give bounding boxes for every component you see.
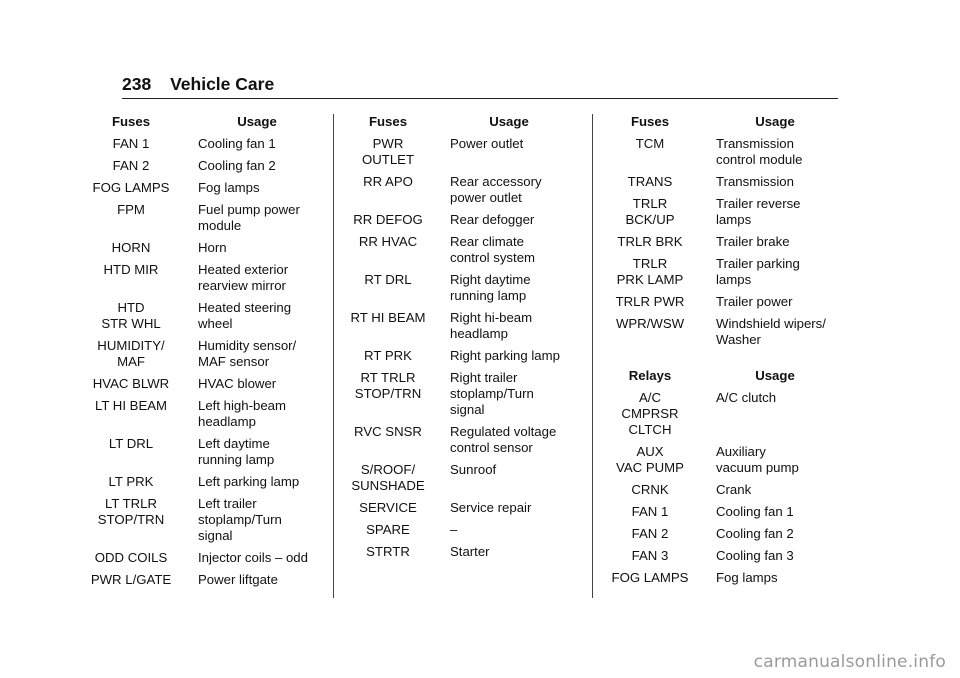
fuses-header: Fuses xyxy=(368,114,408,129)
table-row xyxy=(596,570,836,586)
table-row xyxy=(338,234,578,266)
fuse-name: TRLR BRK xyxy=(617,234,683,249)
table-row xyxy=(76,376,316,392)
fuse-name: SPARE xyxy=(366,522,410,537)
fuse-usage: Power outlet xyxy=(450,136,524,151)
usage-header: Usage xyxy=(755,114,795,129)
fuse-name: RR DEFOG xyxy=(353,212,423,227)
fuse-usage: Humidity sensor/ MAF sensor xyxy=(198,338,297,369)
table-row xyxy=(338,310,578,342)
table-row xyxy=(596,548,836,564)
table-row xyxy=(338,544,578,560)
fuse-name: RT TRLR STOP/TRN xyxy=(354,370,422,401)
fuse-name: FAN 1 xyxy=(631,504,669,519)
fuse-usage: Rear accessory power outlet xyxy=(450,174,542,205)
fuse-usage: Crank xyxy=(716,482,752,497)
fuse-name: WPR/WSW xyxy=(615,316,685,331)
table-row xyxy=(76,136,316,152)
fuse-name: AUX VAC PUMP xyxy=(616,444,684,475)
table-row xyxy=(76,240,316,256)
relays-table-header xyxy=(596,368,836,384)
fuse-usage: Heated steering wheel xyxy=(198,300,292,331)
fuse-usage: Horn xyxy=(198,240,227,255)
table-header xyxy=(596,114,836,130)
table-row xyxy=(76,572,316,588)
fuse-name: TRLR PWR xyxy=(615,294,685,309)
fuse-name: HUMIDITY/ MAF xyxy=(97,338,165,369)
fuse-usage: Injector coils – odd xyxy=(198,550,308,565)
fuse-name: HTD STR WHL xyxy=(101,300,161,331)
fuse-usage: – xyxy=(450,522,458,537)
fuse-usage: Cooling fan 1 xyxy=(198,136,276,151)
table-row xyxy=(338,136,578,168)
fuse-name: STRTR xyxy=(366,544,410,559)
fuse-usage: Trailer brake xyxy=(716,234,790,249)
table-row xyxy=(76,436,316,468)
table-row xyxy=(596,256,836,288)
table-row xyxy=(596,196,836,228)
fuse-usage: Fuel pump power module xyxy=(198,202,300,233)
fuse-usage: Sunroof xyxy=(450,462,497,477)
fuse-name: S/ROOF/ SUNSHADE xyxy=(351,462,425,493)
table-row xyxy=(596,444,836,476)
fuse-usage: Rear climate control system xyxy=(450,234,536,265)
fuse-name: HTD MIR xyxy=(103,262,159,277)
fuse-usage: A/C clutch xyxy=(716,390,777,405)
table-row xyxy=(76,180,316,196)
fuse-name: TRLR BCK/UP xyxy=(625,196,675,227)
table-row xyxy=(596,526,836,542)
fuse-name: RR APO xyxy=(363,174,413,189)
table-row xyxy=(596,136,836,168)
fuse-usage: Cooling fan 2 xyxy=(198,158,276,173)
table-row xyxy=(76,262,316,294)
fuse-usage: Rear defogger xyxy=(450,212,535,227)
table-header xyxy=(76,114,316,130)
fuse-usage: Left daytime running lamp xyxy=(198,436,275,467)
fuse-usage: Cooling fan 3 xyxy=(716,548,794,563)
table-row xyxy=(338,272,578,304)
fuse-name: ODD COILS xyxy=(94,550,168,565)
fuse-usage: Fog lamps xyxy=(198,180,260,195)
fuse-usage: Right parking lamp xyxy=(450,348,560,363)
table-row xyxy=(76,398,316,430)
table-row xyxy=(76,496,316,544)
table-row xyxy=(76,202,316,234)
fuse-usage: Left parking lamp xyxy=(198,474,300,489)
fuse-name: LT HI BEAM xyxy=(94,398,168,413)
fuse-usage: Heated exterior rearview mirror xyxy=(198,262,289,293)
page-number: 238 xyxy=(122,74,152,94)
fuse-usage: Fog lamps xyxy=(716,570,778,585)
fuse-usage: Regulated voltage control sensor xyxy=(450,424,557,455)
fuse-name: RR HVAC xyxy=(358,234,418,249)
fuse-name: PWR OUTLET xyxy=(361,136,415,167)
fuses-header: Fuses xyxy=(630,114,670,129)
fuse-name: FAN 3 xyxy=(631,548,669,563)
page-header xyxy=(122,70,838,99)
fuse-name: RT DRL xyxy=(364,272,412,287)
fuse-name: HVAC BLWR xyxy=(92,376,170,391)
table-row xyxy=(596,482,836,498)
fuse-name: SERVICE xyxy=(359,500,417,515)
column-divider xyxy=(333,114,334,598)
table-row xyxy=(76,474,316,490)
fuse-name: FOG LAMPS xyxy=(92,180,170,195)
column-divider xyxy=(592,114,593,598)
table-row xyxy=(76,300,316,332)
fuse-usage: Right trailer stoplamp/Turn signal xyxy=(450,370,534,417)
fuse-usage: Service repair xyxy=(450,500,532,515)
fuse-name: TCM xyxy=(635,136,665,151)
fuse-usage: Right hi-beam headlamp xyxy=(450,310,533,341)
fuse-usage: Power liftgate xyxy=(198,572,278,587)
table-row xyxy=(76,550,316,566)
table-row xyxy=(338,462,578,494)
fuse-usage: Cooling fan 1 xyxy=(716,504,794,519)
fuse-name: TRLR PRK LAMP xyxy=(616,256,684,287)
fuse-usage: Trailer power xyxy=(716,294,793,309)
fuse-name: FAN 2 xyxy=(631,526,669,541)
fuse-name: RT HI BEAM xyxy=(350,310,426,325)
fuse-name: HORN xyxy=(111,240,151,255)
fuse-name: LT DRL xyxy=(108,436,154,451)
fuse-usage: Left high-beam headlamp xyxy=(198,398,286,429)
table-row xyxy=(338,370,578,418)
fuse-name: FOG LAMPS xyxy=(611,570,689,585)
table-row xyxy=(76,158,316,174)
table-row xyxy=(338,174,578,206)
usage-header: Usage xyxy=(489,114,529,129)
section-title: Vehicle Care xyxy=(170,74,275,94)
fuse-name: TRANS xyxy=(627,174,673,189)
fuse-usage: Starter xyxy=(450,544,490,559)
fuse-table-1 xyxy=(76,114,316,594)
fuse-table-2 xyxy=(338,114,578,566)
table-row xyxy=(596,316,836,348)
fuse-usage: Trailer reverse lamps xyxy=(716,196,801,227)
fuse-name: FPM xyxy=(117,202,145,217)
table-row xyxy=(338,500,578,516)
fuse-name: LT PRK xyxy=(108,474,154,489)
fuse-name: LT TRLR STOP/TRN xyxy=(97,496,165,527)
table-header xyxy=(338,114,578,130)
table-row xyxy=(338,522,578,538)
fuse-table-3 xyxy=(596,114,836,592)
table-row xyxy=(596,390,836,438)
fuse-usage: Auxiliary vacuum pump xyxy=(716,444,799,475)
table-row xyxy=(596,504,836,520)
fuse-name: RVC SNSR xyxy=(354,424,422,439)
fuse-usage: Windshield wipers/ Washer xyxy=(716,316,826,347)
usage-header: Usage xyxy=(237,114,277,129)
fuse-usage: Transmission xyxy=(716,174,794,189)
table-row xyxy=(338,348,578,364)
fuse-name: CRNK xyxy=(631,482,669,497)
fuse-name: PWR L/GATE xyxy=(90,572,172,587)
fuse-usage: Right daytime running lamp xyxy=(450,272,531,303)
fuse-usage: Trailer parking lamps xyxy=(716,256,800,287)
table-row xyxy=(338,212,578,228)
fuse-name: FAN 2 xyxy=(112,158,150,173)
usage-header: Usage xyxy=(755,368,795,383)
fuse-name: A/C CMPRSR CLTCH xyxy=(621,390,679,437)
relays-header: Relays xyxy=(628,368,672,383)
fuse-name: RT PRK xyxy=(364,348,412,363)
table-row xyxy=(76,338,316,370)
table-row xyxy=(338,424,578,456)
table-row xyxy=(596,294,836,310)
fuse-usage: Left trailer stoplamp/Turn signal xyxy=(198,496,282,543)
table-row xyxy=(596,234,836,250)
fuse-name: FAN 1 xyxy=(112,136,150,151)
table-row xyxy=(596,174,836,190)
watermark: carmanualsonline.info xyxy=(753,652,946,672)
fuse-usage: HVAC blower xyxy=(198,376,277,391)
fuse-usage: Transmission control module xyxy=(716,136,803,167)
fuse-usage: Cooling fan 2 xyxy=(716,526,794,541)
fuses-header: Fuses xyxy=(111,114,151,129)
